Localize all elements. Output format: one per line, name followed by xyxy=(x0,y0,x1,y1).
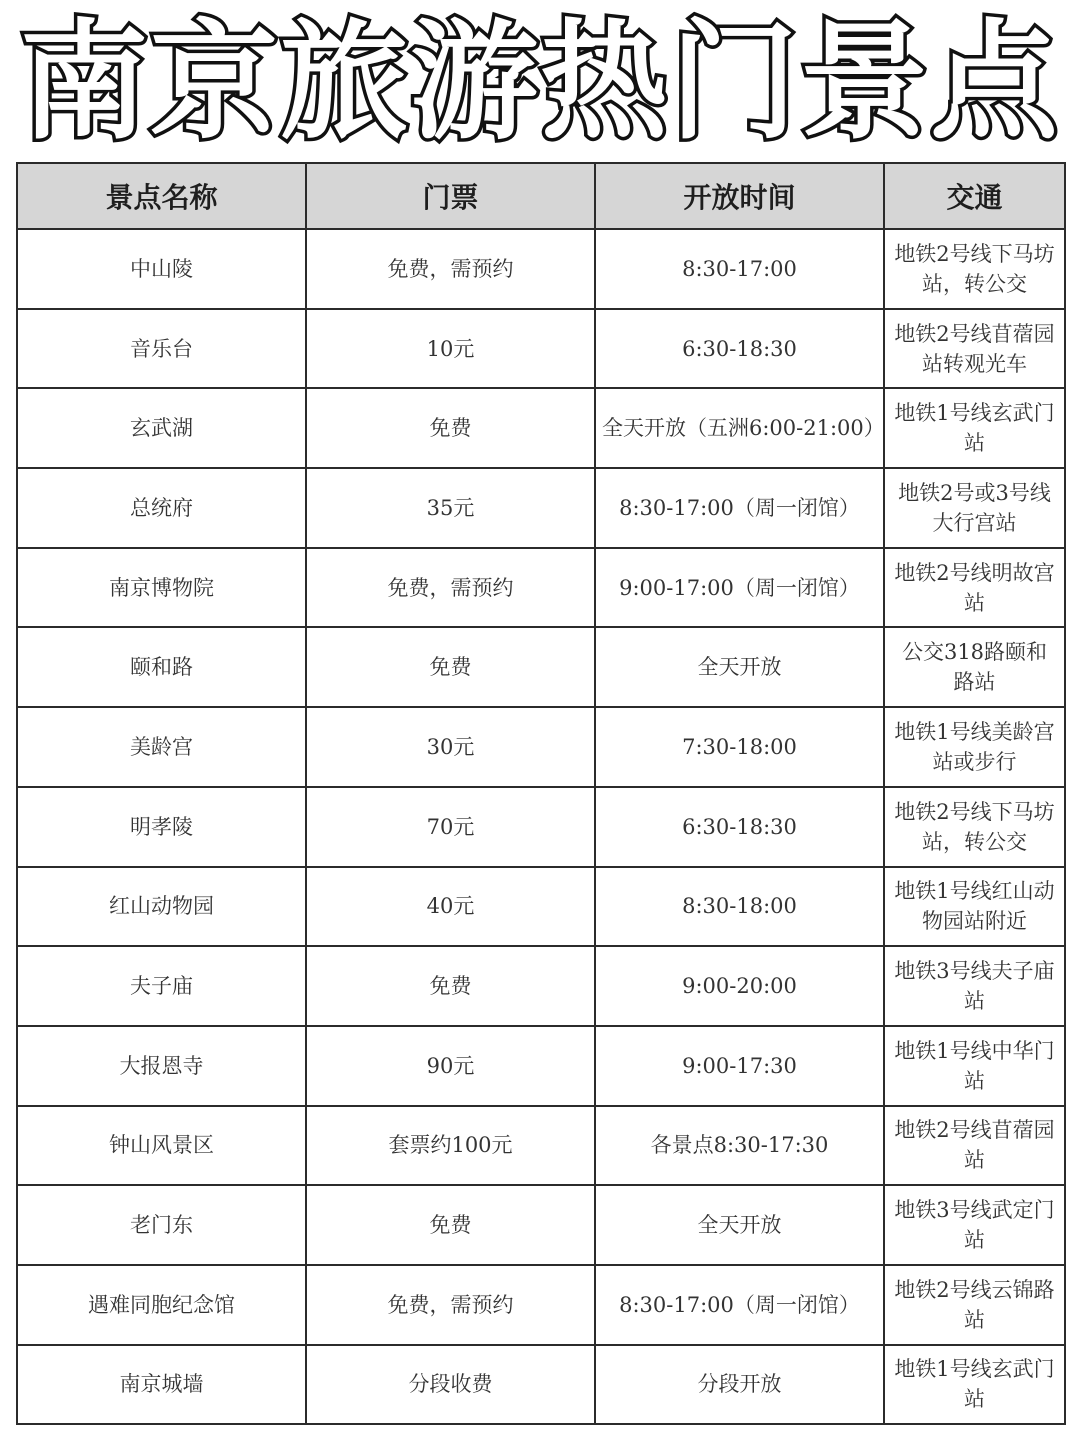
cell-transport: 地铁2号线下马坊站，转公交 xyxy=(884,787,1065,867)
cell-ticket: 免费 xyxy=(306,946,595,1026)
cell-name: 红山动物园 xyxy=(17,867,306,947)
cell-hours: 全天开放 xyxy=(595,627,884,707)
cell-transport: 地铁2号线下马坊站，转公交 xyxy=(884,229,1065,309)
cell-transport: 公交318路颐和路站 xyxy=(884,627,1065,707)
cell-ticket: 10元 xyxy=(306,309,595,389)
cell-name: 中山陵 xyxy=(17,229,306,309)
cell-ticket: 套票约100元 xyxy=(306,1106,595,1186)
table-row xyxy=(17,468,1065,548)
cell-hours: 7:30-18:00 xyxy=(595,707,884,787)
cell-ticket: 40元 xyxy=(306,867,595,947)
header-ticket: 门票 xyxy=(306,163,595,229)
header-row xyxy=(17,163,1065,229)
cell-transport: 地铁3号线武定门站 xyxy=(884,1185,1065,1265)
cell-ticket: 30元 xyxy=(306,707,595,787)
cell-hours: 8:30-17:00 xyxy=(595,229,884,309)
cell-hours: 9:00-17:00（周一闭馆） xyxy=(595,548,884,628)
cell-hours: 9:00-20:00 xyxy=(595,946,884,1026)
header-name: 景点名称 xyxy=(17,163,306,229)
cell-hours: 8:30-18:00 xyxy=(595,867,884,947)
cell-name: 音乐台 xyxy=(17,309,306,389)
cell-name: 老门东 xyxy=(17,1185,306,1265)
cell-name: 遇难同胞纪念馆 xyxy=(17,1265,306,1345)
cell-ticket: 免费，需预约 xyxy=(306,1265,595,1345)
table-row xyxy=(17,627,1065,707)
cell-name: 玄武湖 xyxy=(17,388,306,468)
cell-hours: 分段开放 xyxy=(595,1345,884,1425)
cell-ticket: 90元 xyxy=(306,1026,595,1106)
table-row xyxy=(17,229,1065,309)
cell-hours: 各景点8:30-17:30 xyxy=(595,1106,884,1186)
table-row xyxy=(17,548,1065,628)
cell-name: 颐和路 xyxy=(17,627,306,707)
cell-ticket: 免费 xyxy=(306,627,595,707)
cell-ticket: 分段收费 xyxy=(306,1345,595,1425)
cell-hours: 全天开放（五洲6:00-21:00） xyxy=(595,388,884,468)
cell-transport: 地铁3号线夫子庙站 xyxy=(884,946,1065,1026)
page-title: 南京旅游热门景点 xyxy=(19,8,1060,157)
cell-name: 夫子庙 xyxy=(17,946,306,1026)
cell-name: 明孝陵 xyxy=(17,787,306,867)
table-row xyxy=(17,946,1065,1026)
cell-hours: 9:00-17:30 xyxy=(595,1026,884,1106)
cell-hours: 6:30-18:30 xyxy=(595,787,884,867)
attractions-table-container xyxy=(16,162,1064,1424)
table-row xyxy=(17,867,1065,947)
cell-transport: 地铁2号线明故宫站 xyxy=(884,548,1065,628)
cell-transport: 地铁1号线玄武门站 xyxy=(884,1345,1065,1425)
table-row xyxy=(17,1106,1065,1186)
cell-transport: 地铁2号线云锦路站 xyxy=(884,1265,1065,1345)
cell-name: 总统府 xyxy=(17,468,306,548)
cell-hours: 8:30-17:00（周一闭馆） xyxy=(595,1265,884,1345)
cell-transport: 地铁1号线美龄宫站或步行 xyxy=(884,707,1065,787)
cell-hours: 全天开放 xyxy=(595,1185,884,1265)
table-row xyxy=(17,1345,1065,1425)
cell-ticket: 免费 xyxy=(306,1185,595,1265)
table-header xyxy=(17,163,1065,229)
cell-ticket: 35元 xyxy=(306,468,595,548)
table-row xyxy=(17,1026,1065,1106)
cell-transport: 地铁1号线玄武门站 xyxy=(884,388,1065,468)
table-body xyxy=(17,229,1065,1424)
cell-transport: 地铁1号线红山动物园站附近 xyxy=(884,867,1065,947)
cell-transport: 地铁2号线苜蓿园站转观光车 xyxy=(884,309,1065,389)
cell-ticket: 免费，需预约 xyxy=(306,548,595,628)
cell-name: 钟山风景区 xyxy=(17,1106,306,1186)
cell-ticket: 70元 xyxy=(306,787,595,867)
header-hours: 开放时间 xyxy=(595,163,884,229)
cell-transport: 地铁2号或3号线大行宫站 xyxy=(884,468,1065,548)
table-row xyxy=(17,388,1065,468)
cell-transport: 地铁1号线中华门站 xyxy=(884,1026,1065,1106)
cell-name: 南京博物院 xyxy=(17,548,306,628)
attractions-table xyxy=(16,162,1066,1425)
cell-name: 南京城墙 xyxy=(17,1345,306,1425)
cell-ticket: 免费，需预约 xyxy=(306,229,595,309)
table-row xyxy=(17,1185,1065,1265)
header-transport: 交通 xyxy=(884,163,1065,229)
table-row xyxy=(17,707,1065,787)
cell-hours: 8:30-17:00（周一闭馆） xyxy=(595,468,884,548)
cell-ticket: 免费 xyxy=(306,388,595,468)
cell-name: 美龄宫 xyxy=(17,707,306,787)
cell-name: 大报恩寺 xyxy=(17,1026,306,1106)
table-row xyxy=(17,787,1065,867)
cell-transport: 地铁2号线苜蓿园站 xyxy=(884,1106,1065,1186)
cell-hours: 6:30-18:30 xyxy=(595,309,884,389)
table-row xyxy=(17,309,1065,389)
table-row xyxy=(17,1265,1065,1345)
